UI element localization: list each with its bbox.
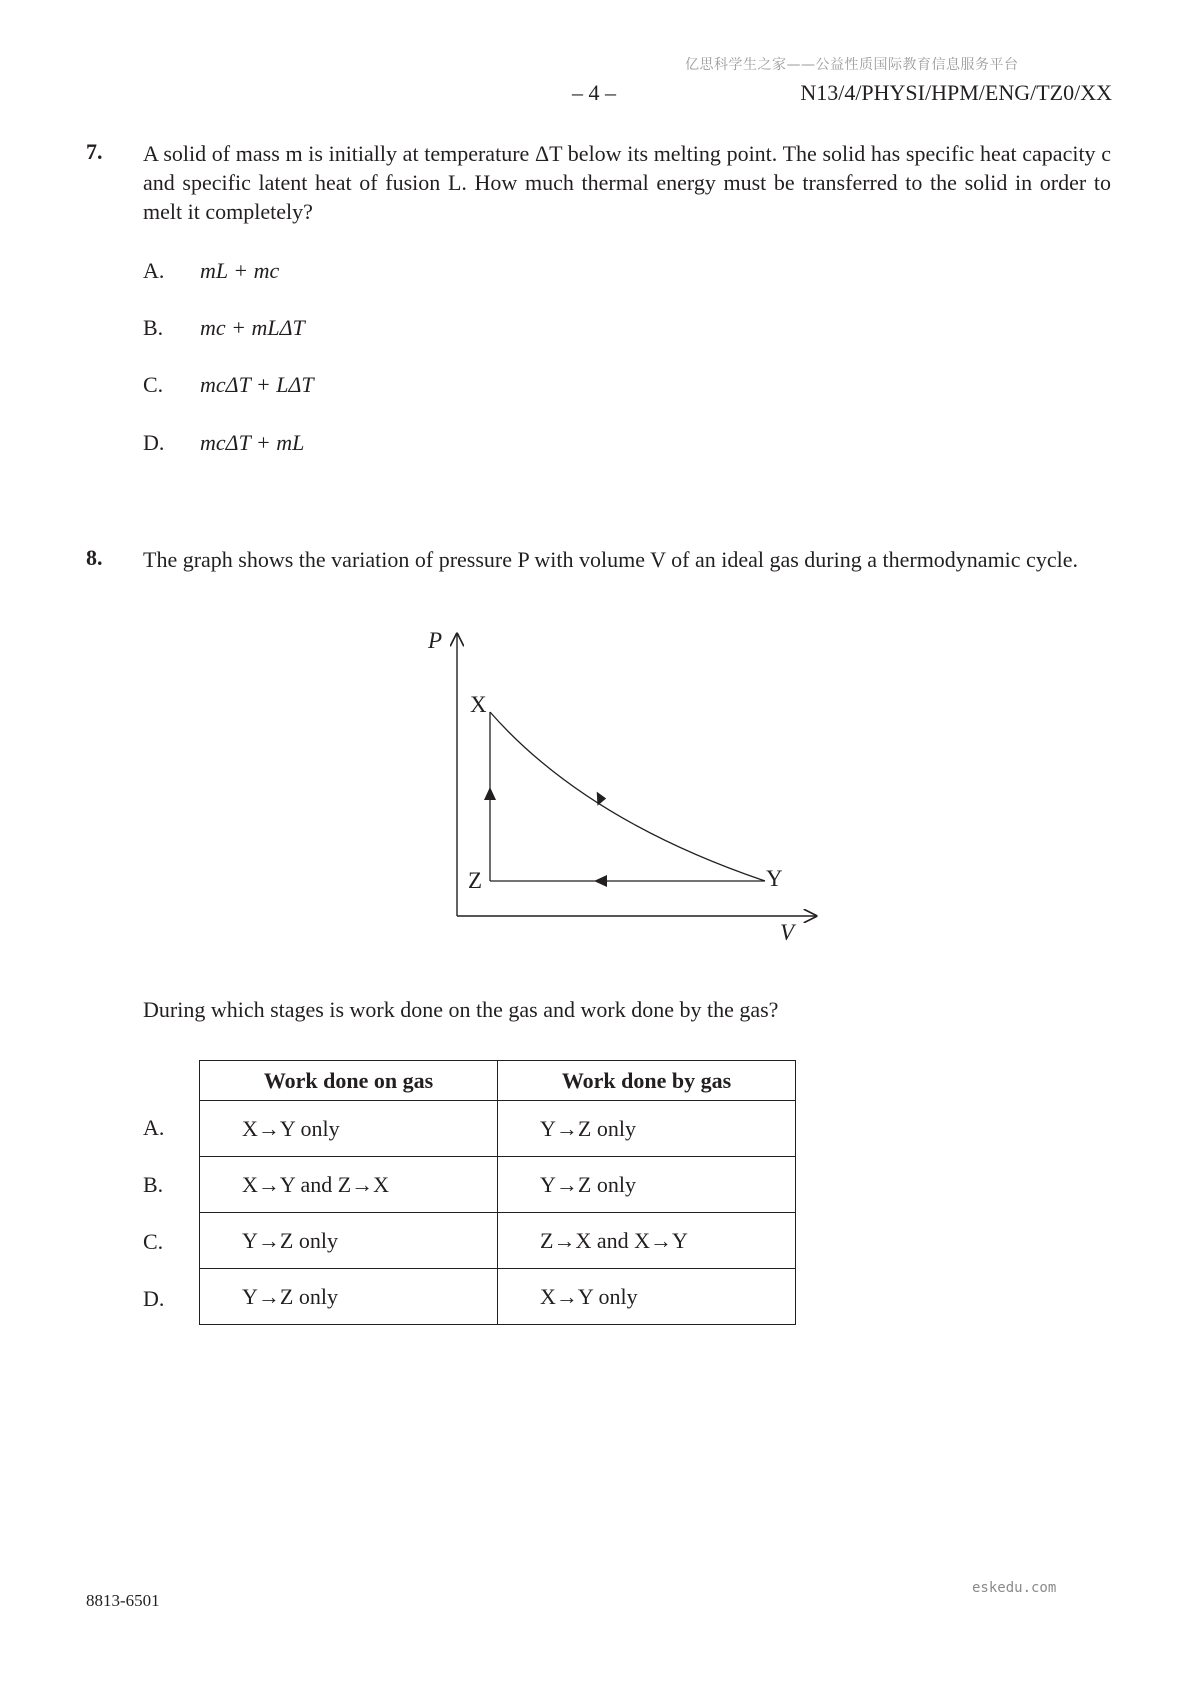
arrow-y-to-z-icon: [594, 875, 607, 887]
p-axis-label: P: [428, 628, 443, 653]
q7-option-d-letter: D.: [143, 430, 165, 455]
table-header-row: [200, 1061, 796, 1101]
q7-option-b-letter: B.: [143, 315, 164, 340]
q7-option-c-text: mcΔT + LΔT: [200, 372, 314, 397]
q8-row-d-letter: D.: [143, 1286, 165, 1311]
q8-row-b-letter: B.: [143, 1172, 164, 1197]
table-row: [200, 1269, 796, 1325]
row-b-by-gas: Y→Z only: [498, 1157, 796, 1213]
row-d-by-gas: X→Y only: [498, 1269, 796, 1325]
question-8-number: 8.: [86, 545, 103, 570]
q7-option-d-text: mcΔT + mL: [200, 430, 305, 455]
row-b-on-gas: X→Y and Z→X: [200, 1157, 498, 1213]
question-8-text: The graph shows the variation of pressure P with volume V of an ideal gas during a thermodynamic cycle.: [143, 547, 1078, 572]
point-z-label: Z: [468, 868, 483, 893]
q7-option-a-letter: A.: [143, 258, 165, 283]
question-7-text: A solid of mass m is initially at temperature ΔT below its melting point. The solid has specific heat capacity c and specific latent heat of fusion L. How much thermal energy must be transferred to the solid in order to melt it completely?: [143, 141, 1111, 224]
row-a-on-gas: X→Y only: [200, 1101, 498, 1157]
q7-option-a-text: mL + mc: [200, 258, 280, 283]
row-c-on-gas: Y→Z only: [200, 1213, 498, 1269]
pv-cycle-graph: [410, 620, 830, 950]
q8-row-c-letter: C.: [143, 1229, 164, 1254]
paper-code: N13/4/PHYSI/HPM/ENG/TZ0/XX: [800, 80, 1112, 105]
question-8-prompt: During which stages is work done on the gas and work done by the gas?: [143, 997, 779, 1022]
question-7-number: 7.: [86, 139, 103, 164]
row-d-on-gas: Y→Z only: [200, 1269, 498, 1325]
q7-option-b-text: mc + mLΔT: [200, 315, 305, 340]
watermark-text: 亿思科学生之家——公益性质国际教育信息服务平台: [685, 57, 1019, 73]
q8-row-a-letter: A.: [143, 1115, 165, 1140]
row-c-by-gas: Z→X and X→Y: [498, 1213, 796, 1269]
point-y-label: Y: [766, 866, 783, 891]
footer-exam-code: 8813-6501: [86, 1591, 160, 1610]
table-row: [200, 1157, 796, 1213]
point-x-label: X: [470, 692, 487, 717]
table-row: [200, 1213, 796, 1269]
answer-table: [199, 1060, 796, 1325]
v-axis-label: V: [780, 920, 795, 945]
footer-site-watermark: eskedu.com: [972, 1580, 1057, 1596]
q7-option-c-letter: C.: [143, 372, 164, 397]
curve-x-to-y: [490, 712, 765, 881]
arrow-z-to-x-icon: [484, 787, 496, 800]
header-work-by-gas: Work done by gas: [498, 1061, 796, 1101]
row-a-by-gas: Y→Z only: [498, 1101, 796, 1157]
header-work-on-gas: Work done on gas: [200, 1061, 498, 1101]
table-row: [200, 1101, 796, 1157]
page-number: – 4 –: [572, 80, 616, 105]
